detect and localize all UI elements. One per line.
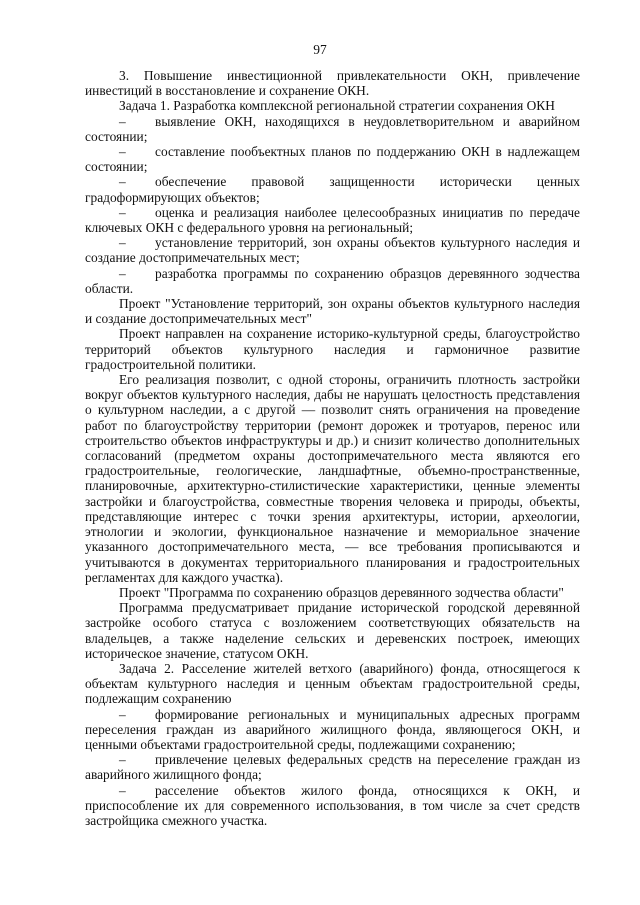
paragraph-goal-3: 3. Повышение инвестиционной привлекательности ОКН, привлечение инвестиций в восстановление и сохранение ОКН.: [85, 68, 580, 99]
bullet-item: [85, 205, 580, 235]
dash-marker: –: [119, 782, 126, 798]
bullet-text: расселение объектов жилого фонда, относящихся к ОКН, и приспособление их для современного использования, в том числе за счет средств застройщика смежного участка.: [85, 782, 580, 828]
project-1-description: Проект направлен на сохранение историко-культурной среды, благоустройство территорий объектов культурного наследия и гармоничное развитие градостроительной политики.: [85, 326, 580, 372]
bullet-text: оценка и реализация наиболее целесообразных инициатив по передаче ключевых ОКН с федерального уровня на региональный;: [85, 204, 580, 236]
bullet-text: формирование региональных и муниципальных адресных программ переселения граждан из аварийного жилищного фонда, являющегося ОКН, и ценными объектами градостроительной среды, подлежащими сохранению;: [85, 706, 580, 752]
bullet-item: [85, 144, 580, 174]
bullet-item: [85, 266, 580, 296]
dash-marker: –: [119, 752, 126, 768]
project-2-description: Программа предусматривает придание исторической городской деревянной застройке особого статуса с возложением соответствующих обязательств на владельцев, а также наделение сельских и деревенских построек, имеющих историческое значение, статусом ОКН.: [85, 600, 580, 661]
bullet-item: [85, 235, 580, 265]
task-2-heading: Задача 2. Расселение жителей ветхого (аварийного) фонда, относящегося к объектам культурного наследия и ценным объектам градостроительной среды, подлежащим сохранению: [85, 660, 580, 707]
project-1-details: Его реализация позволит, с одной стороны, ограничить плотность застройки вокруг объектов культурного наследия, дабы не нарушать целостность представления о культурном наследии, а с другой — позволит снять ограничения на проведение работ по благоустройству территории (ремонт дорожек и тротуаров, перенос или строительство объектов инфраструктуры и др.) и снизит количество дополнительных согласований (предметом охраны достопримечательного места являются его градостроительные, геологические, ландшафтные, объемно-пространственные, планировочные, архитектурно-стилистические характеристики, ценные элементы застройки и благоустройства, совместные творения человека и природы, объекты, представляющие интерес с точки зрения архитектуры, истории, археологии, этнологии и экологии, функциональное назначение и мемориальное значение указанного достопримечательного места, — все требования прописываются и учитываются в документах территориального планирования и градостроительных регламентах для каждого участка).: [85, 372, 580, 585]
project-1-heading: Проект "Установление территорий, зон охраны объектов культурного наследия и создание достопримечательных мест": [85, 296, 580, 327]
bullet-text: привлечение целевых федеральных средств на переселение граждан из аварийного жилищного фонда;: [85, 752, 580, 783]
bullet-item: [85, 174, 580, 204]
project-2-heading: Проект "Программа по сохранению образцов деревянного зодчества области": [119, 584, 564, 600]
bullet-item: [85, 707, 580, 753]
task-1-heading: Задача 1. Разработка комплексной региональной стратегии сохранения ОКН: [119, 98, 555, 114]
dash-marker: –: [119, 265, 126, 281]
bullet-item: [85, 783, 580, 829]
bullet-text: обеспечение правовой защищенности исторически ценных градоформирующих объектов;: [85, 174, 580, 205]
dash-marker: –: [119, 144, 126, 160]
dash-marker: –: [119, 204, 126, 220]
dash-marker: –: [119, 235, 126, 251]
dash-marker: –: [119, 113, 126, 129]
bullet-item: [85, 114, 580, 144]
bullet-text: составление пообъектных планов по поддержанию ОКН в надлежащем состоянии;: [85, 144, 580, 175]
page-number: 97: [313, 42, 327, 57]
bullet-text: установление территорий, зон охраны объектов культурного наследия и создание достопримечательных мест;: [85, 235, 580, 266]
bullet-item: [85, 752, 580, 782]
dash-marker: –: [119, 706, 126, 722]
bullet-text: выявление ОКН, находящихся в неудовлетворительном и аварийном состоянии;: [85, 113, 580, 144]
bullet-text: разработка программы по сохранению образцов деревянного зодчества области.: [85, 265, 580, 296]
dash-marker: –: [119, 174, 126, 190]
document-body: [85, 68, 580, 828]
